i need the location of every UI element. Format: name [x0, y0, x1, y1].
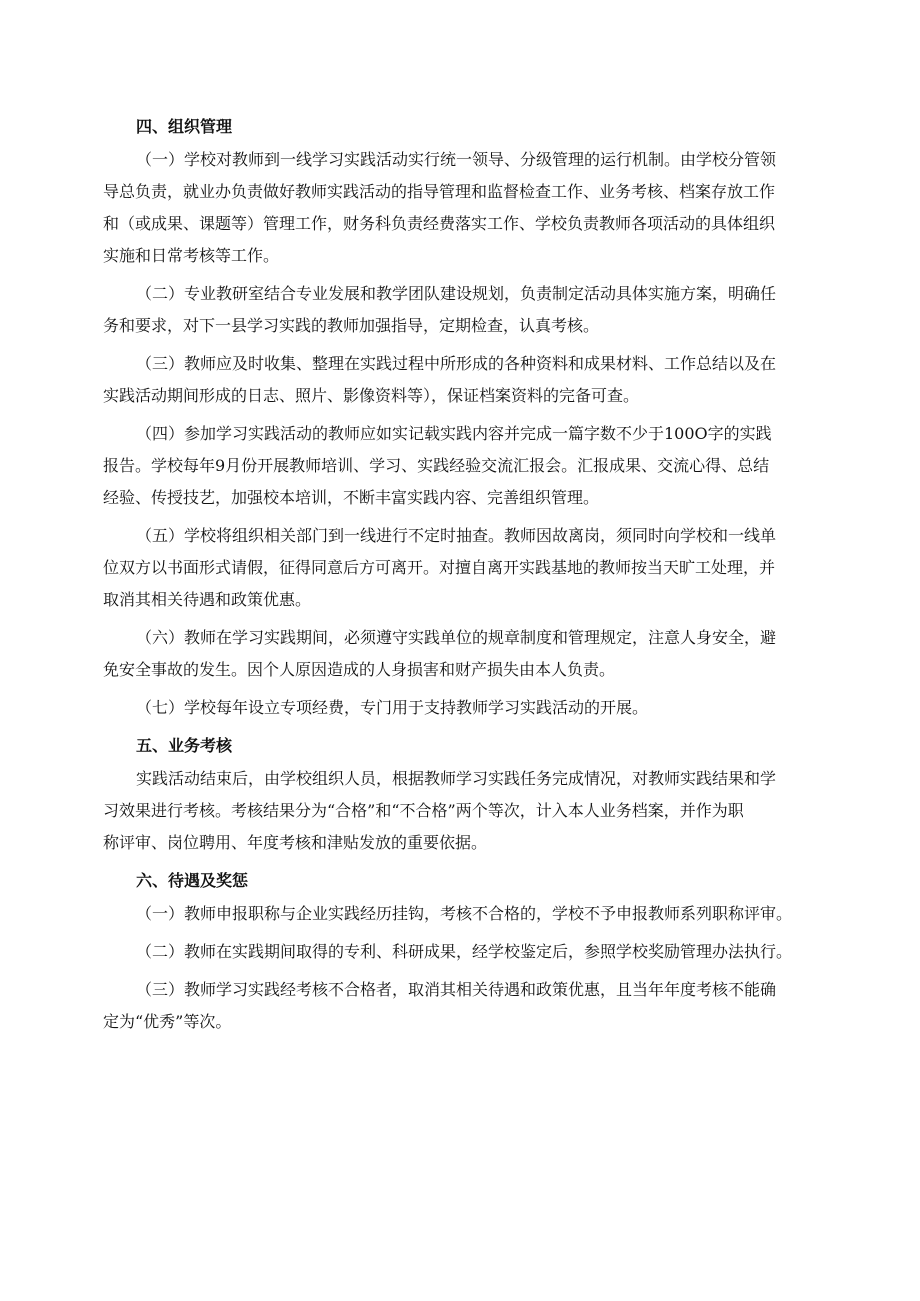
paragraph-line: （四）参加学习实践活动的教师应如实记载实践内容并完成一篇字数不少于100O字的实践 — [136, 424, 772, 443]
section-heading: 五、业务考核 — [136, 736, 233, 755]
section — [103, 865, 825, 1038]
paragraph — [103, 520, 825, 616]
section-heading: 四、组织管理 — [136, 117, 233, 136]
paragraph-line: 实施和日常考核等工作。 — [103, 246, 280, 265]
paragraph — [103, 418, 825, 514]
paragraph-line: （二）专业教研室结合专业发展和教学团队建设规划，负责制定活动具体实施方案，明确任 — [136, 284, 777, 303]
section — [103, 730, 825, 859]
paragraph — [103, 144, 825, 272]
paragraph — [103, 348, 825, 412]
paragraph — [103, 278, 825, 342]
paragraph — [103, 898, 825, 930]
paragraph-line: 取消其相关待遇和政策优惠。 — [103, 590, 312, 609]
paragraph-line: 习效果进行考核。考核结果分为“合格”和“不合格”两个等次，计入本人业务档案，并作为职 — [103, 801, 744, 820]
paragraph-line: 称评审、岗位聘用、年度考核和津贴发放的重要依据。 — [103, 833, 488, 852]
paragraph-line: 实践活动结束后，由学校组织人员，根据教师学习实践任务完成情况，对教师实践结果和学 — [136, 769, 777, 788]
paragraph-line: （三）教师应及时收集、整理在实践过程中所形成的各种资料和成果材料、工作总结以及在 — [136, 354, 777, 373]
paragraph-line: （五）学校将组织相关部门到一线进行不定时抽查。教师因故离岗，须同时向学校和一线单 — [136, 526, 777, 545]
paragraph-line: 免安全事故的发生。因个人原因造成的人身损害和财产损失由本人负责。 — [103, 660, 616, 679]
paragraph-line: 务和要求，对下一县学习实践的教师加强指导，定期检查，认真考核。 — [103, 316, 600, 335]
paragraph — [103, 763, 825, 859]
paragraph-line: （一）教师申报职称与企业实践经历挂钩，考核不合格的，学校不予申报教师系列职称评审。 — [136, 904, 793, 923]
paragraph-line: 导总负责，就业办负责做好教师实践活动的指导管理和监督检查工作、业务考核、档案存放工作 — [103, 182, 776, 201]
paragraph-line: （三）教师学习实践经考核不合格者，取消其相关待遇和政策优惠，且当年年度考核不能确 — [136, 980, 777, 999]
paragraph-line: （七）学校每年设立专项经费，专门用于支持教师学习实践活动的开展。 — [136, 698, 649, 717]
paragraph-line: （六）教师在学习实践期间，必须遵守实践单位的规章制度和管理规定，注意人身安全，避 — [136, 628, 777, 647]
paragraph — [103, 974, 825, 1038]
paragraph-line: 报告。学校每年9月份开展教师培训、学习、实践经验交流汇报会。汇报成果、交流心得、总结 — [103, 456, 770, 475]
document-body — [103, 111, 825, 1044]
section — [103, 111, 825, 724]
paragraph — [103, 622, 825, 686]
paragraph — [103, 936, 825, 968]
section-heading: 六、待遇及奖惩 — [136, 871, 249, 890]
paragraph — [103, 692, 825, 724]
paragraph-line: （二）教师在实践期间取得的专利、科研成果，经学校鉴定后，参照学校奖励管理办法执行。 — [136, 942, 793, 961]
paragraph-line: 定为“优秀”等次。 — [103, 1012, 232, 1031]
paragraph-line: （一）学校对教师到一线学习实践活动实行统一领导、分级管理的运行机制。由学校分管领 — [136, 150, 777, 169]
paragraph-line: 和（或成果、课题等）管理工作，财务科负责经费落实工作、学校负责教师各项活动的具体组织 — [103, 214, 776, 233]
paragraph-line: 实践活动期间形成的日志、照片、影像资料等），保证档案资料的完备可查。 — [103, 386, 640, 405]
paragraph-line: 位双方以书面形式请假，征得同意后方可离开。对擅自离开实践基地的教师按当天旷工处理，并 — [103, 558, 776, 577]
paragraph-line: 经验、传授技艺，加强校本培训，不断丰富实践内容、完善组织管理。 — [103, 488, 600, 507]
